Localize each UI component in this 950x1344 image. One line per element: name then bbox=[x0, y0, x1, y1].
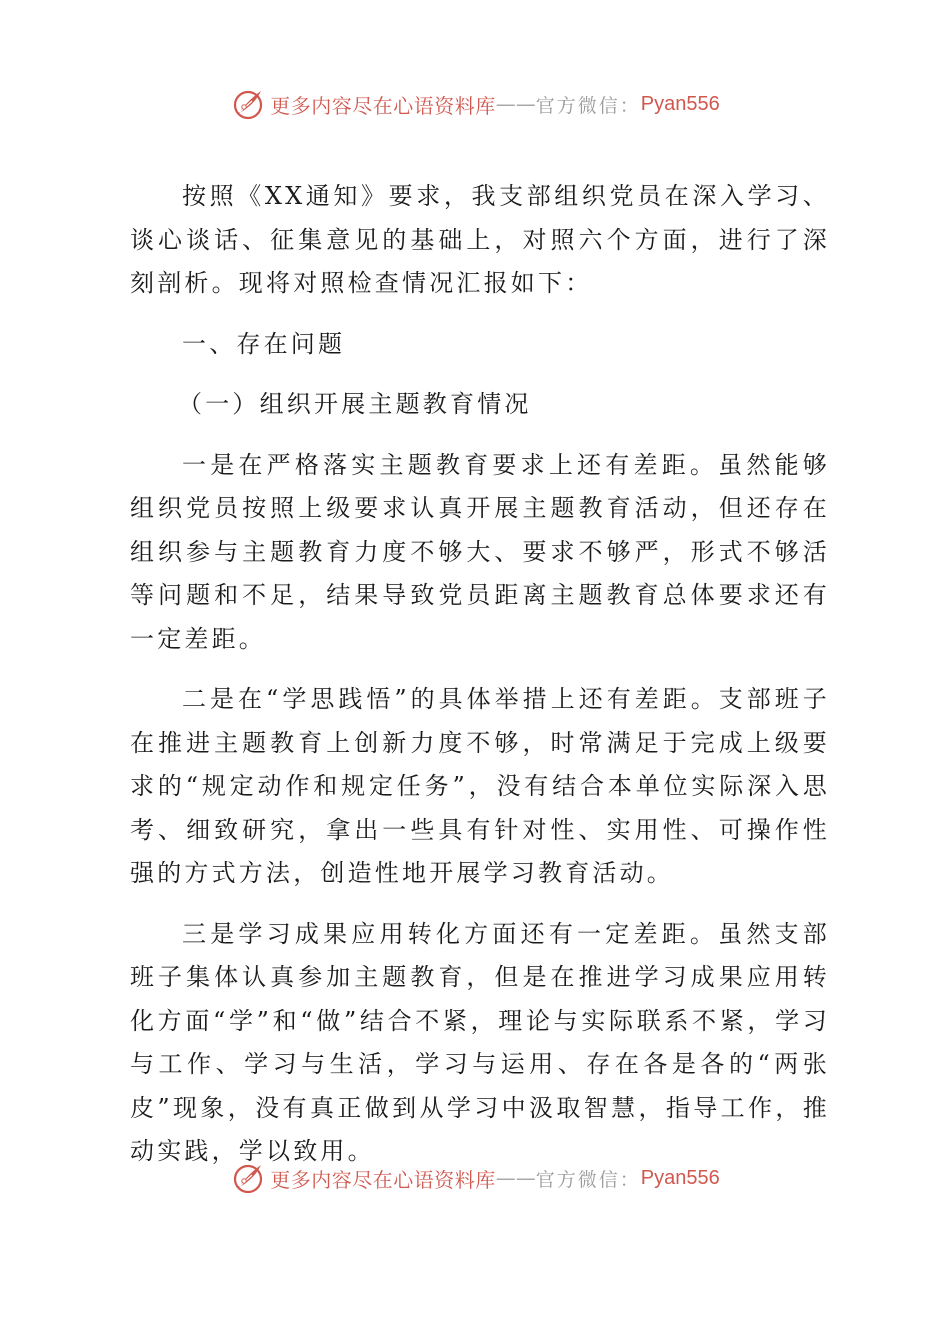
intro-paragraph: 按照《XX通知》要求，我支部组织党员在深入学习、谈心谈话、征集意见的基础上，对照六个方面，进行了深刻剖析。现将对照检查情况汇报如下： bbox=[130, 182, 830, 297]
watermark-dash: —— bbox=[495, 1166, 536, 1190]
watermark-brand-text: 更多内容尽在心语资料库 bbox=[270, 93, 496, 118]
footer-watermark bbox=[0, 1158, 950, 1198]
watermark-wechat-id: Pyan556 bbox=[640, 1166, 720, 1189]
watermark-dash: —— bbox=[495, 92, 536, 116]
quill-pen-icon bbox=[230, 86, 266, 122]
body-paragraph-3: 三是学习成果应用转化方面还有一定差距。虽然支部班子集体认真参加主题教育，但是在推进学习成果应用转化方面“学”和“做”结合不紧，理论与实际联系不紧，学习与工作、学习与生活，学习与运用、存在各是各的“两张皮”现象，没有真正做到从学习中汲取智慧，指导工作，推动实践，学以致用。 bbox=[130, 919, 830, 1165]
body-paragraph-2: 二是在“学思践悟”的具体举措上还有差距。支部班子在推进主题教育上创新力度不够，时常满足于完成上级要求的“规定动作和规定任务”，没有结合本单位实际深入思考、细致研究，拿出一些具有针对性、实用性、可操作性强的方式方法，创造性地开展学习教育活动。 bbox=[130, 685, 830, 887]
quill-pen-icon bbox=[230, 1160, 266, 1196]
watermark-label: 官方微信： bbox=[535, 94, 641, 117]
watermark-wechat-id: Pyan556 bbox=[640, 92, 720, 115]
header-watermark bbox=[0, 84, 950, 124]
body-paragraph-1: 一是在严格落实主题教育要求上还有差距。虽然能够组织党员按照上级要求认真开展主题教育活动，但还存在组织参与主题教育力度不够大、要求不够严，形式不够活等问题和不足，结果导致党员距离主题教育总体要求还有一定差距。 bbox=[130, 450, 830, 653]
document-body bbox=[130, 175, 830, 1174]
watermark-label: 官方微信： bbox=[535, 1168, 641, 1191]
subsection-heading: （一）组织开展主题教育情况 bbox=[178, 390, 532, 418]
watermark-brand-text: 更多内容尽在心语资料库 bbox=[270, 1167, 496, 1192]
section-heading: 一、存在问题 bbox=[182, 329, 346, 358]
